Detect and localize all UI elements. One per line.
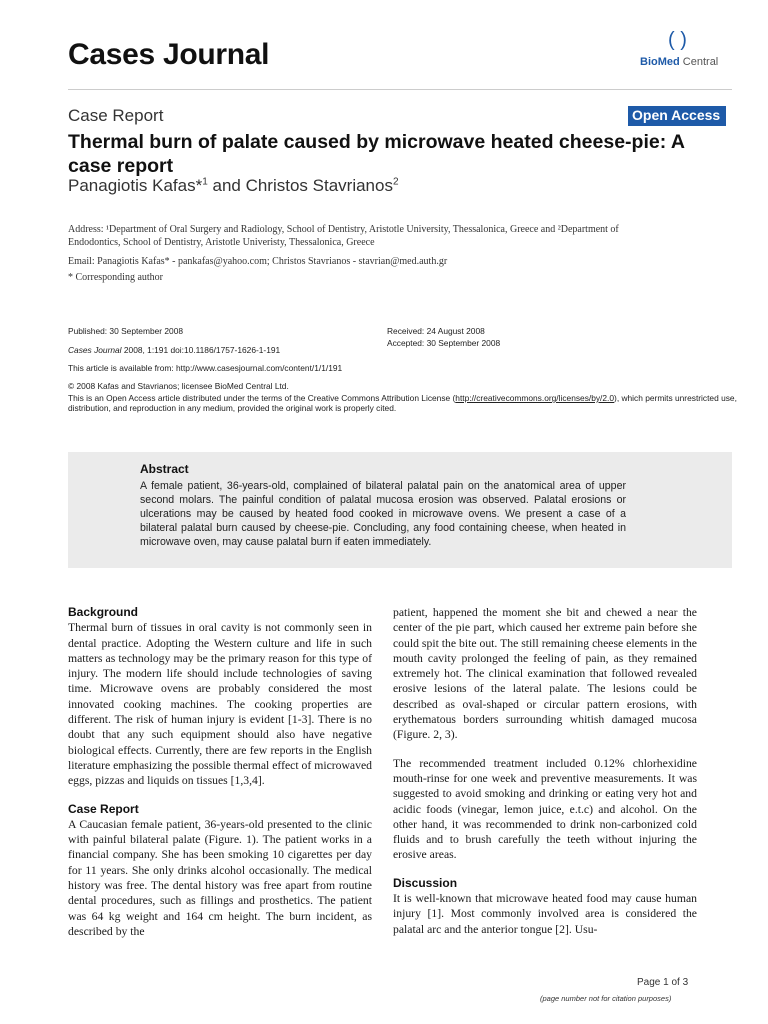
license-text-pre: This is an Open Access article distributed under the terms of the Creative Commons Attribution License ( (68, 393, 456, 403)
author-list (68, 176, 399, 196)
received-date: Received: 24 August 2008 (387, 326, 485, 336)
author-2: and Christos Stavrianos (207, 176, 393, 195)
discussion-heading: Discussion (393, 875, 458, 890)
article-url[interactable]: This article is available from: http://www.casesjournal.com/content/1/1/191 (68, 363, 343, 373)
background-heading: Background (68, 605, 139, 619)
author-2-affiliation: 2 (392, 176, 399, 188)
treatment-paragraph: The recommended treatment included 0.12% chlorhexidine mouth-rinse for one week and preventive measurements. It was suggested to avoid smoking and drinking or eating very hot and acidic foods (vinegar, lemon juice, e.t.c) and alcohol. On the other hand, it was recommended to drink non-carbonized cold fluids and to brush carefully the teeth without injuring the erosive areas. (393, 756, 697, 862)
background-paragraph: Thermal burn of tissues in oral cavity is not commonly seen in dental practice. Adopting the Western culture and life in such matters as technology may be the primary reason for this type of injury. The modern life should include technologies of saving time. Microwave ovens are probably considered the most innovated cooking machines. The cooking properties are different. The risk of human injury is evident [1-3]. There is no doubt that any such equipment should also have negative biological effects. Currently, there are few reports in the English literature emphasizing the possible thermal effect of microwaved eggs, pizzas and liquids on tissues [1,3,4]. (68, 621, 372, 788)
abstract-text: A female patient, 36-years-old, complained of bilateral palatal pain on the anatomical area of upper second molars. The painful condition of palatal mucosa erosion was observed. Palatal erosions or ulcerations may be caused by heated food cooked in microwave ovens. We present a case of a bilateral palatal burn caused by cheese-pie. Concluding, any food containing cheese, when heated in microwave oven, may cause palatal burn if eaten immediately. (140, 480, 626, 548)
case-report-continued-paragraph: patient, happened the moment she bit and chewed a near the center of the pie part, which caused her extreme pain before she could spit the bite out. The still remaining cheese elements in the mouth cavity prolonged the feeling of pain, as they remained extremely hot. The clinical examination that followed revealed erosive lesions of the lateral palate. The lesions could be described as oval-shaped or circular pattern erosions, with erythematous borders surrounding whitish damaged mucosa (Figure. 2, 3). (393, 606, 697, 742)
citation-details: 2008, 1:191 doi:10.1186/1757-1626-1-191 (121, 345, 281, 355)
publisher-name (640, 56, 718, 68)
abstract-heading: Abstract (140, 462, 189, 476)
header-divider (68, 89, 732, 90)
left-column (68, 605, 372, 939)
published-date: Published: 30 September 2008 (68, 326, 184, 336)
citation (68, 345, 280, 355)
article-title: Thermal burn of palate caused by microwave heated cheese-pie: A case report (68, 131, 685, 177)
corresponding-author-note: * Corresponding author (68, 272, 163, 283)
open-access-badge: Open Access (628, 106, 726, 126)
biomed-central-logo[interactable] (636, 30, 726, 70)
accepted-date: Accepted: 30 September 2008 (387, 338, 501, 348)
author-address: Address: ¹Department of Oral Surgery and Radiology, School of Dentistry, Aristotle University, Thessalonica, Greece and ²Department of Endodontics, School of Dentistry, Aristotle Univeristy, Thessalonica, Greece (68, 224, 619, 248)
license-notice (68, 393, 748, 413)
publisher-name-bold: BioMed (640, 56, 680, 68)
publisher-name-rest: Central (679, 56, 719, 68)
article-type: Case Report (68, 106, 164, 125)
license-link[interactable]: http://creativecommons.org/licenses/by/2.0 (455, 393, 615, 403)
case-report-paragraph: A Caucasian female patient, 36-years-old presented to the clinic with painful bilateral palate (Figure. 1). The patient works in a financial company. She has been smoking 10 cigarettes per day for 11 years. She only drinks alcohol occasionally. The medical history was free. The dental history was free apart from routine dental procedures, such as fillings and prosthetics. The patient was 64 kg weight and 164 cm height. The burn incident, as described by the (68, 817, 372, 938)
page-number: Page 1 of 3 (637, 977, 689, 988)
discussion-paragraph: It is well-known that microwave heated food may cause human injury [1]. Most commonly involved area is considered the palatal arc and the anterior tongue [2]. Usu- (393, 892, 697, 936)
citation-journal: Cases Journal (68, 345, 122, 355)
license-text-post: ), which permits unrestricted use, distribution, and reproduction in any medium, provided the original work is properly cited. (68, 393, 737, 413)
right-column (393, 605, 697, 937)
case-report-heading: Case Report (68, 801, 139, 816)
author-emails: Email: Panagiotis Kafas* - pankafas@yahoo.com; Christos Stavrianos - stavrian@med.auth.gr (68, 256, 448, 267)
author-1-affiliation: 1 (202, 176, 208, 188)
author-1: Panagiotis Kafas* (68, 176, 203, 195)
page-number-note: (page number not for citation purposes) (540, 994, 672, 1003)
biomed-logo-mark-icon: ( ) (668, 29, 687, 51)
copyright-notice: © 2008 Kafas and Stavrianos; licensee BioMed Central Ltd. (68, 381, 289, 391)
journal-name: Cases Journal (68, 38, 270, 71)
